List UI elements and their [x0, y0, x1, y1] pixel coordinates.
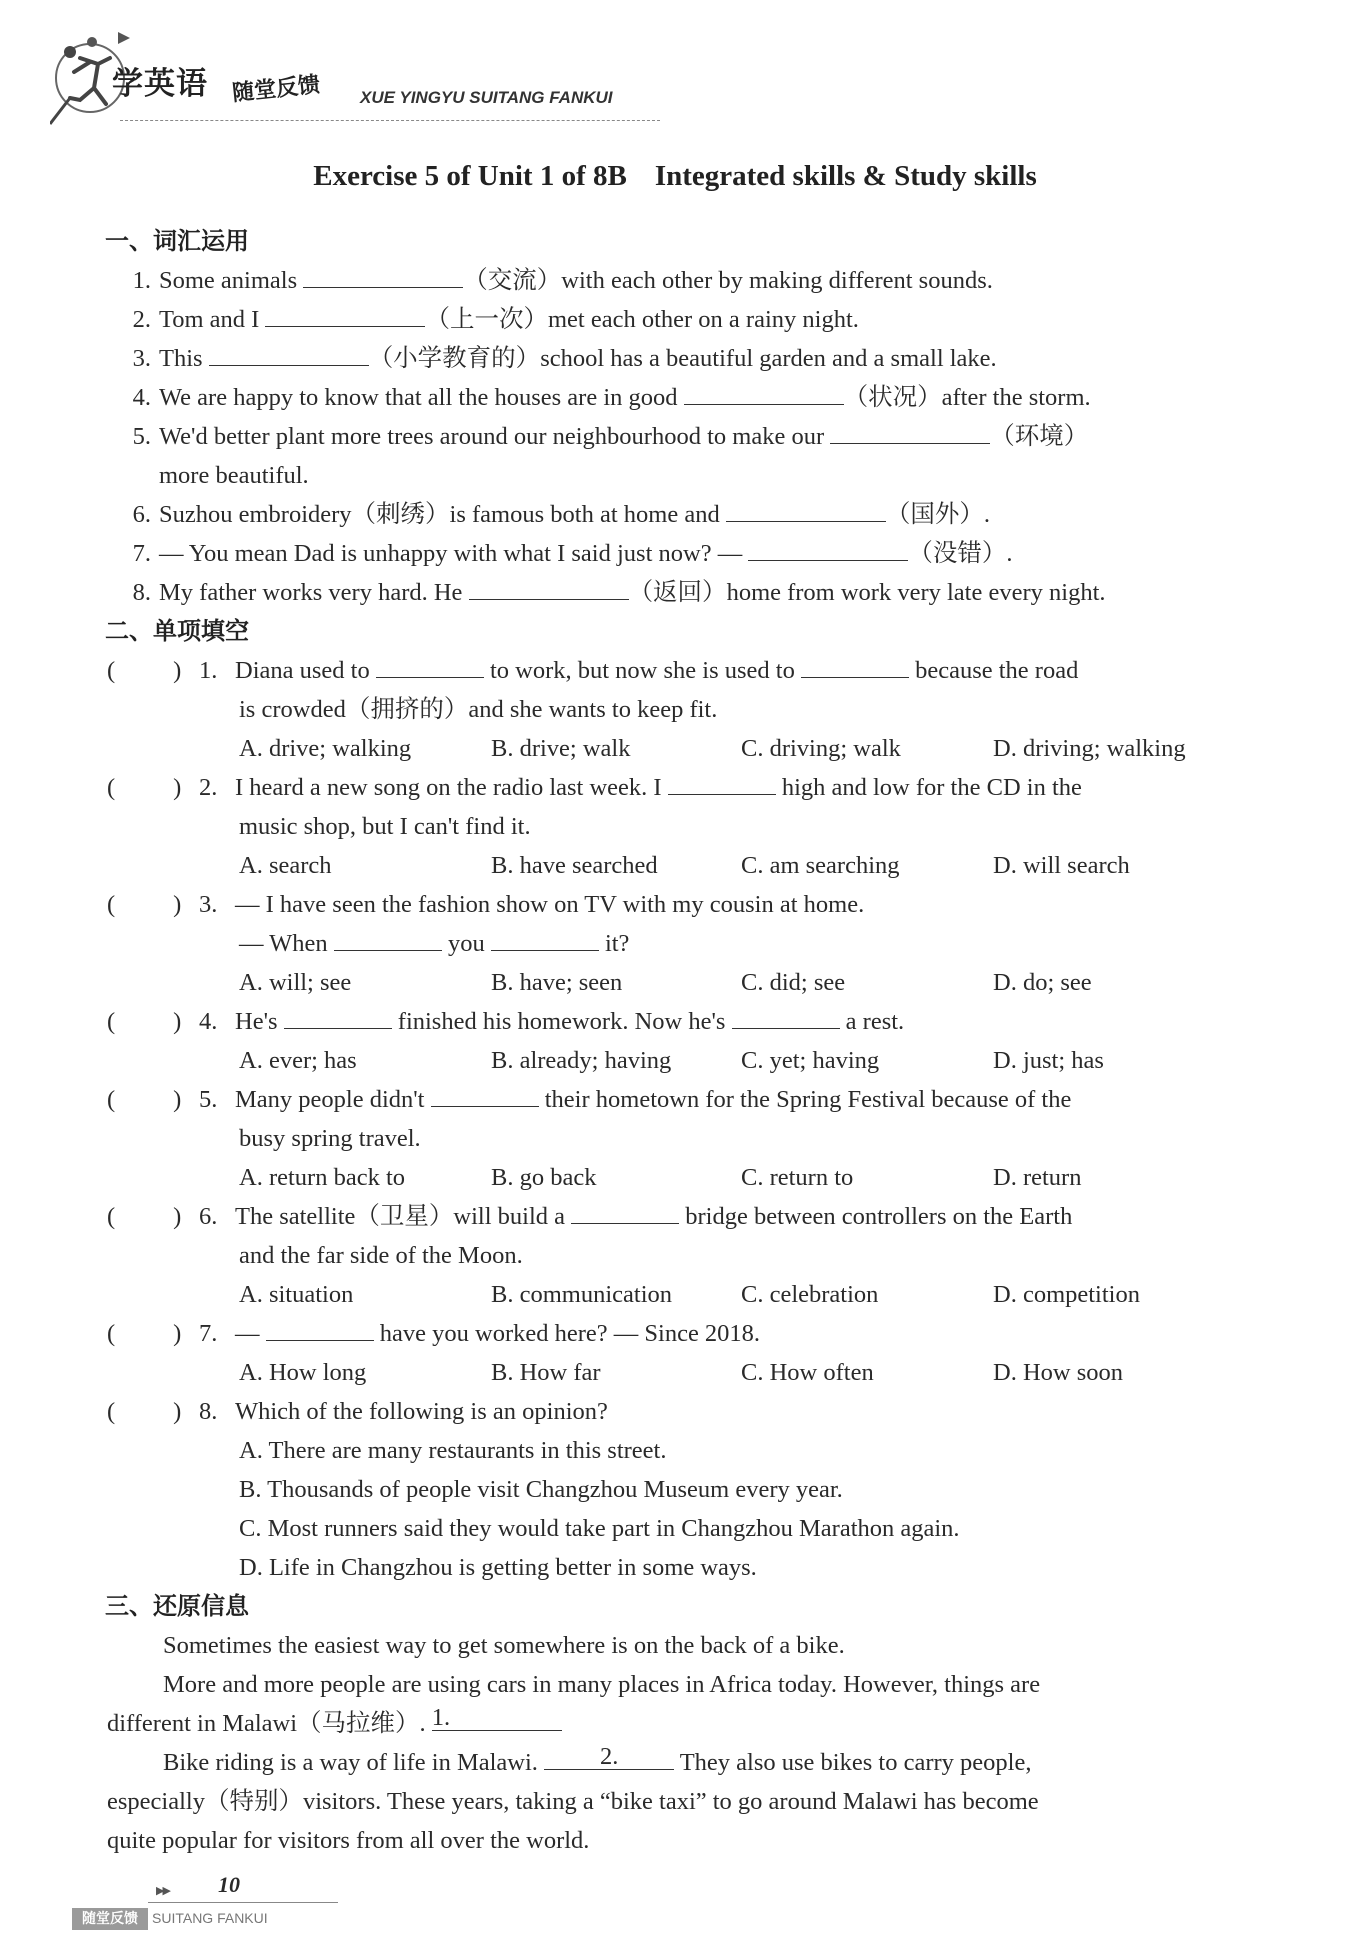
vocab-item-2: 2. Tom and I （上一次）met each other on a rainy night. — [107, 300, 1257, 339]
page-number: 10 — [218, 1872, 240, 1897]
option-d[interactable]: D. competition — [993, 1281, 1140, 1308]
answer-blank[interactable] — [266, 1314, 374, 1341]
page-title — [0, 160, 1350, 193]
question-4-options — [107, 1041, 1257, 1080]
answer-paren[interactable]: ( ) — [107, 774, 182, 801]
vocab-item-5-cont: more beautiful. — [159, 462, 309, 489]
option-c[interactable]: C. celebration — [741, 1281, 879, 1308]
option-a[interactable]: A. How long — [239, 1359, 367, 1386]
choice-question-6: ( ) 6. The satellite（卫星）will build a bridge between controllers on the Earth — [107, 1197, 1257, 1236]
option-d[interactable]: D. do; see — [993, 969, 1092, 996]
option-b[interactable]: B. communication — [491, 1281, 672, 1308]
question-1-options — [107, 729, 1257, 768]
answer-paren[interactable]: ( ) — [107, 891, 182, 918]
answer-blank[interactable] — [376, 651, 484, 678]
header-rule — [120, 120, 660, 121]
option-d[interactable]: D. Life in Changzhou is getting better in some ways. — [239, 1554, 757, 1581]
choice-question-5: ( ) 5. Many people didn't their hometown for the Spring Festival because of the — [107, 1080, 1257, 1119]
option-c[interactable]: C. return to — [741, 1164, 854, 1191]
answer-blank[interactable] — [684, 378, 844, 405]
brand-title-cn: 学英语 — [112, 66, 208, 102]
page-footer — [60, 1868, 360, 1938]
question-3-options — [107, 963, 1257, 1002]
answer-paren[interactable]: ( ) — [107, 657, 182, 684]
footer-tag-cn: 随堂反馈 — [72, 1908, 148, 1930]
option-c[interactable]: C. How often — [741, 1359, 874, 1386]
answer-blank[interactable] — [732, 1002, 840, 1029]
passage-paragraph-3-cont: especially（特别）visitors. These years, taking a “bike taxi” to go around Malawi has become — [107, 1788, 1039, 1815]
section-heading-choice: 二、单项填空 — [105, 617, 249, 645]
question-2-options — [107, 846, 1257, 885]
option-b[interactable]: B. have; seen — [491, 969, 623, 996]
answer-paren[interactable]: ( ) — [107, 1398, 182, 1425]
answer-blank[interactable] — [726, 495, 886, 522]
vocab-item-8: 8. My father works very hard. He （返回）home from work very late every night. — [107, 573, 1257, 612]
vocab-item-4: 4. We are happy to know that all the houses are in good （状况）after the storm. — [107, 378, 1257, 417]
answer-blank[interactable] — [431, 1080, 539, 1107]
passage-paragraph-3: Bike riding is a way of life in Malawi. 2. They also use bikes to carry people, — [163, 1743, 1032, 1776]
option-c[interactable]: C. yet; having — [741, 1047, 880, 1074]
option-b[interactable]: B. already; having — [491, 1047, 672, 1074]
option-c[interactable]: C. did; see — [741, 969, 846, 996]
option-a[interactable]: A. will; see — [239, 969, 352, 996]
answer-paren[interactable]: ( ) — [107, 1008, 182, 1035]
option-b[interactable]: B. have searched — [491, 852, 658, 879]
option-a[interactable]: A. return back to — [239, 1164, 405, 1191]
choice-question-3: ( ) 3. — I have seen the fashion show on TV with my cousin at home. — [107, 885, 1257, 924]
arrow-icon: ▶▶ — [156, 1885, 169, 1897]
answer-blank[interactable] — [265, 300, 425, 327]
answer-blank[interactable] — [334, 924, 442, 951]
option-c[interactable]: C. driving; walk — [741, 735, 901, 762]
vocab-item-7: 7. — You mean Dad is unhappy with what I said just now? — （没错）. — [107, 534, 1257, 573]
question-6-cont: and the far side of the Moon. — [239, 1242, 523, 1269]
question-3-cont: — When you it? — [107, 924, 1257, 963]
answer-blank[interactable] — [801, 651, 909, 678]
option-c[interactable]: C. Most runners said they would take part in Changzhou Marathon again. — [239, 1515, 960, 1542]
option-d[interactable]: D. just; has — [993, 1047, 1104, 1074]
answer-blank[interactable] — [491, 924, 599, 951]
brand-title-en: XUE YINGYU SUITANG FANKUI — [360, 88, 613, 107]
answer-blank[interactable] — [209, 339, 369, 366]
option-a[interactable]: A. search — [239, 852, 332, 879]
option-b[interactable]: B. How far — [491, 1359, 601, 1386]
choice-question-7: ( ) 7. — have you worked here? — Since 2018. — [107, 1314, 1257, 1353]
section-heading-reading: 三、还原信息 — [105, 1592, 249, 1620]
answer-paren[interactable]: ( ) — [107, 1203, 182, 1230]
page-header — [50, 28, 660, 128]
brand-subtitle-cn: 随堂反馈 — [231, 72, 322, 107]
passage-paragraph-1: Sometimes the easiest way to get somewhere is on the back of a bike. — [163, 1632, 845, 1659]
exercise-content — [107, 222, 1257, 1860]
option-a[interactable]: A. drive; walking — [239, 735, 412, 762]
choice-question-8: ( ) 8. Which of the following is an opinion? — [107, 1392, 1257, 1431]
option-d[interactable]: D. driving; walking — [993, 735, 1186, 762]
passage-paragraph-2-cont: different in Malawi（马拉维）. 1. — [107, 1704, 1257, 1743]
vocab-item-1: 1. Some animals （交流）with each other by making different sounds. — [107, 261, 1257, 300]
footer-tag-en: SUITANG FANKUI — [152, 1910, 268, 1926]
answer-blank[interactable] — [284, 1002, 392, 1029]
passage-paragraph-3-end: quite popular for visitors from all over the world. — [107, 1827, 590, 1854]
answer-paren[interactable]: ( ) — [107, 1086, 182, 1113]
answer-paren[interactable]: ( ) — [107, 1320, 182, 1347]
option-b[interactable]: B. Thousands of people visit Changzhou Museum every year. — [239, 1476, 843, 1503]
answer-blank[interactable] — [668, 768, 776, 795]
option-a[interactable]: A. situation — [239, 1281, 354, 1308]
answer-blank[interactable] — [748, 534, 908, 561]
answer-blank[interactable] — [830, 417, 990, 444]
option-b[interactable]: B. drive; walk — [491, 735, 631, 762]
answer-blank-1[interactable]: 1. — [432, 1704, 562, 1731]
option-a[interactable]: A. There are many restaurants in this street. — [239, 1437, 667, 1464]
title-skills: Integrated skills & Study skills — [654, 160, 1037, 192]
question-5-options — [107, 1158, 1257, 1197]
choice-question-4: ( ) 4. He's finished his homework. Now he's a rest. — [107, 1002, 1257, 1041]
option-c[interactable]: C. am searching — [741, 852, 900, 879]
footer-rule — [148, 1902, 338, 1903]
choice-question-1: ( ) 1. Diana used to to work, but now she is used to because the road — [107, 651, 1257, 690]
title-exercise: Exercise 5 of Unit 1 of 8B — [313, 160, 627, 192]
option-d[interactable]: D. return — [993, 1164, 1082, 1191]
question-5-cont: busy spring travel. — [239, 1125, 421, 1152]
answer-blank-2[interactable]: 2. — [544, 1743, 674, 1770]
passage-paragraph-2: More and more people are using cars in many places in Africa today. However, things are — [163, 1671, 1041, 1698]
answer-blank[interactable] — [571, 1197, 679, 1224]
vocab-item-6: 6. Suzhou embroidery（刺绣）is famous both at home and （国外）. — [107, 495, 1257, 534]
option-b[interactable]: B. go back — [491, 1164, 597, 1191]
answer-blank[interactable] — [469, 573, 629, 600]
choice-question-2: ( ) 2. I heard a new song on the radio last week. I high and low for the CD in the — [107, 768, 1257, 807]
question-7-options — [107, 1353, 1257, 1392]
question-2-cont: music shop, but I can't find it. — [239, 813, 531, 840]
section-heading-vocab: 一、词汇运用 — [105, 227, 249, 255]
vocab-item-5: 5. We'd better plant more trees around our neighbourhood to make our （环境） — [107, 417, 1257, 456]
option-d[interactable]: D. will search — [993, 852, 1130, 879]
question-1-cont: is crowded（拥挤的）and she wants to keep fit. — [239, 696, 718, 723]
answer-blank[interactable] — [303, 261, 463, 288]
question-6-options — [107, 1275, 1257, 1314]
vocab-item-3: 3. This （小学教育的）school has a beautiful garden and a small lake. — [107, 339, 1257, 378]
option-a[interactable]: A. ever; has — [239, 1047, 357, 1074]
option-d[interactable]: D. How soon — [993, 1359, 1123, 1386]
